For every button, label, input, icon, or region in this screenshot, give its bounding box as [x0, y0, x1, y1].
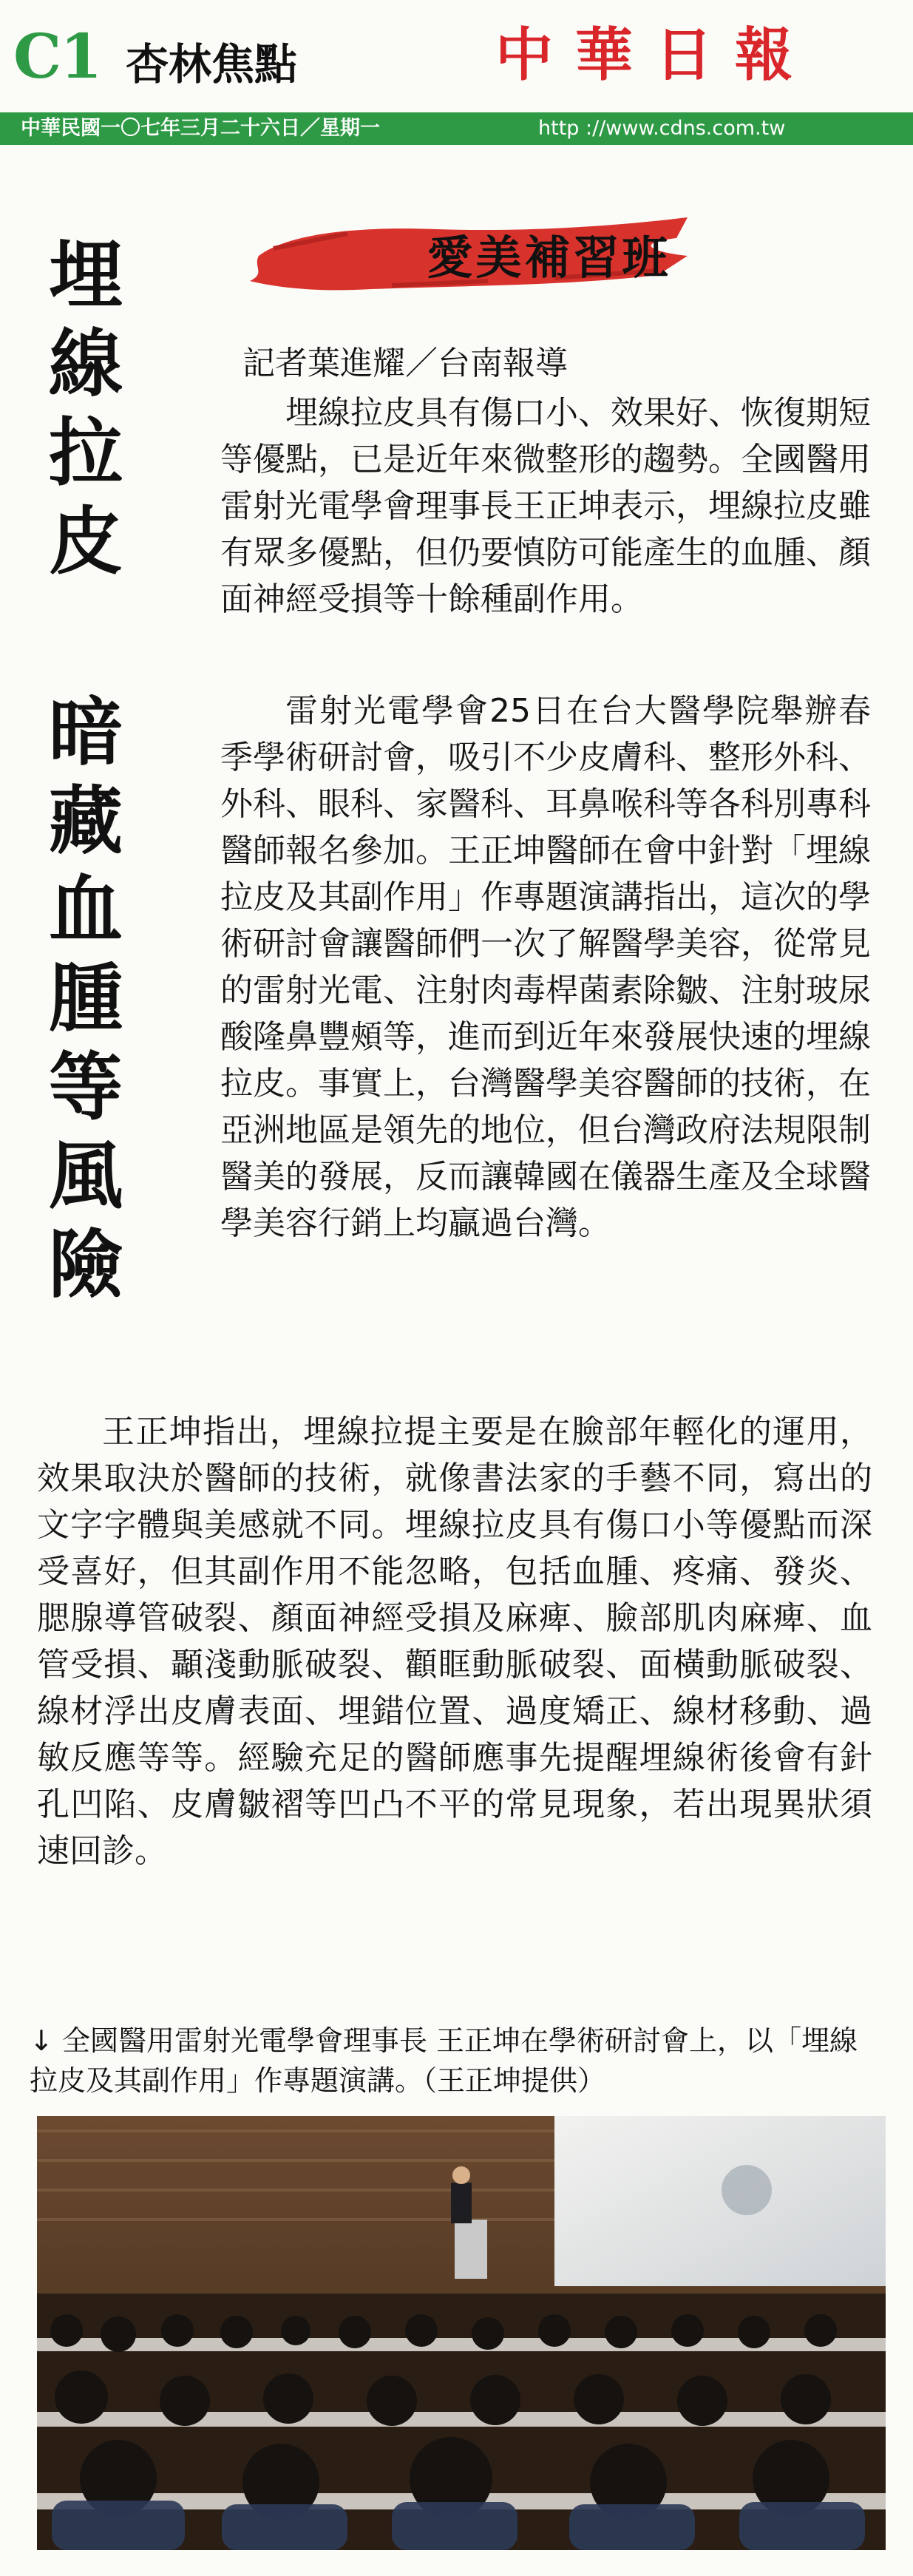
- body-paragraph-2: 雷射光電學會25日在台大醫學院舉辦春季學術研討會，吸引不少皮膚科、整形外科、外科、眼科、家醫科、耳鼻喉科等各科別專科醫師報名參加。王正坤醫師在會中針對「埋線拉皮及其副作用」作專題演講指出，這次的學術研討會讓醫師們一次了解醫學美容，從常見的雷射光電、注射肉毒桿菌素除皺、注射玻尿酸隆鼻豐頰等，進而到近年來發展快速的埋線拉皮。事實上，台灣醫學美容醫師的技術，在亞洲地區是領先的地位，但台灣政府法規限制醫美的發展，反而讓韓國在儀器生產及全球醫學美容行銷上均贏過台灣。: [220, 692, 871, 1242]
- headline-line-1: 埋線拉皮: [49, 231, 123, 585]
- issue-date: 中華民國一〇七年三月二十六日／星期一: [21, 117, 380, 140]
- headline-line-2: 暗藏血腫等風險: [49, 688, 123, 1308]
- down-arrow-icon: ↓: [30, 2024, 53, 2057]
- section-code: C1: [13, 21, 101, 92]
- body-paragraph-3: 王正坤指出，埋線拉提主要是在臉部年輕化的運用，效果取決於醫師的技術，就像書法家的手藝不同，寫出的文字字體與美感就不同。埋線拉皮具有傷口小等優點而深受喜好，但其副作用不能忽略，包括血腫、疼痛、發炎、腮腺導管破裂、顏面神經受損及麻痺、臉部肌肉麻痺、血管受損、顳淺動脈破裂、顴眶動脈破裂、面橫動脈破裂、線材浮出皮膚表面、埋錯位置、過度矯正、線材移動、過敏反應等等。經驗充足的醫師應事先提醒埋線術後會有針孔凹陷、皮膚皺褶等凹凸不平的常見現象，若出現異狀須速回診。: [37, 1413, 872, 1870]
- photo-caption: [30, 2021, 887, 2101]
- body-paragraph-1: 埋線拉皮具有傷口小、效果好、恢復期短等優點，已是近年來微整形的趨勢。全國醫用雷射光電學會理事長王正坤表示，埋線拉皮雖有眾多優點，但仍要慎防可能產生的血腫、顏面神經受損等十餘種副作用。: [220, 394, 871, 618]
- newspaper-url[interactable]: http ://www.cdns.com.tw: [538, 117, 786, 140]
- caption-text: 全國醫用雷射光電學會理事長 王正坤在學術研討會上，以「埋線 拉皮及其副作用」作專題演講。（王正坤提供）: [30, 2024, 858, 2097]
- lecture-photo: [37, 2116, 886, 2550]
- newspaper-name: 中華日報: [495, 21, 815, 89]
- section-name: 杏林焦點: [126, 39, 298, 89]
- byline: 記者葉進耀／台南報導: [242, 345, 568, 382]
- kicker-title: 愛美補習班: [427, 231, 671, 285]
